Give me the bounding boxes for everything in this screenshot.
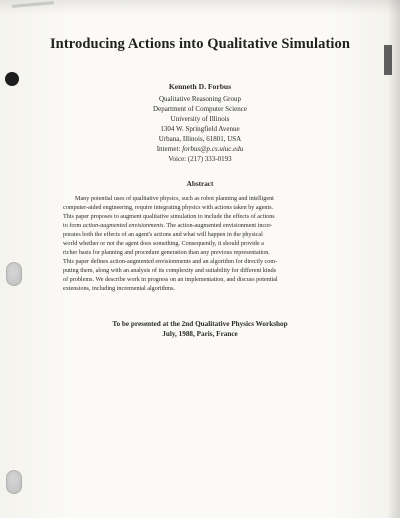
affiliation-line: Department of Computer Science xyxy=(153,105,247,113)
internet-line xyxy=(0,144,400,154)
abstract-body xyxy=(63,195,339,294)
affiliation-line: 1304 W. Springfield Avenue xyxy=(160,125,240,133)
abstract-line: Many potential uses of qualitative physics, such as robot planning and intelligent xyxy=(75,196,274,202)
abstract-line: of problems. We describe work in progress on an implementation, and discuss potential xyxy=(63,277,278,283)
abstract-line: This paper defines action-augmented envisionments and an algorithm for directly com- xyxy=(63,259,278,265)
abstract-line: porates both the effects of an agent's actions and what will happen in the physical xyxy=(63,232,263,238)
binder-hole-middle xyxy=(6,262,22,286)
author-block xyxy=(0,82,400,164)
author-name: Kenneth D. Forbus xyxy=(168,82,232,91)
abstract-line-with-emphasis xyxy=(63,222,339,231)
abstract-heading: Abstract xyxy=(186,180,214,188)
abstract-line: richer basis for planning and procedure generation than any previous representation. xyxy=(63,250,270,256)
internet-email: forbus@p.cs.uiuc.edu xyxy=(182,145,244,153)
abstract-line: This paper proposes to augment qualitative simulation to include the effects of actions xyxy=(63,214,275,220)
internet-label: Internet: xyxy=(156,145,181,153)
abstract-line: puting them, along with an analysis of its complexity and suitability for different kinds xyxy=(63,268,277,274)
affiliation-line: Qualitative Reasoning Group xyxy=(158,95,242,103)
voice-line: Voice: (217) 333-0193 xyxy=(168,155,232,163)
presentation-line-venue: To be presented at the 2nd Qualitative Physics Workshop xyxy=(112,320,288,328)
abstract-line: computer-aided engineering, require integrating physics with actions taken by agents. xyxy=(63,205,274,211)
scan-top-shadow xyxy=(0,0,400,14)
presentation-line-date: July, 1988, Paris, France xyxy=(162,330,238,338)
abstract-line: extensions, including incremental algorithms. xyxy=(63,286,176,292)
abstract-line: world whether or not the agent does something. Consequently, it should provide a xyxy=(63,241,264,247)
abstract-text: to form xyxy=(63,223,83,229)
affiliation-line: University of Illinois xyxy=(170,115,230,123)
abstract-emphasis: action-augmented envisionments xyxy=(82,223,164,229)
paper-title: Introducing Actions into Qualitative Simulation xyxy=(49,36,351,52)
binder-hole-bottom xyxy=(6,470,22,494)
abstract-text: . The action-augmented envisionment incor- xyxy=(163,223,273,229)
scan-right-edge-shadow xyxy=(388,0,400,518)
affiliation-line: Urbana, Illinois, 61801, USA xyxy=(158,135,242,143)
presentation-note xyxy=(0,319,400,339)
